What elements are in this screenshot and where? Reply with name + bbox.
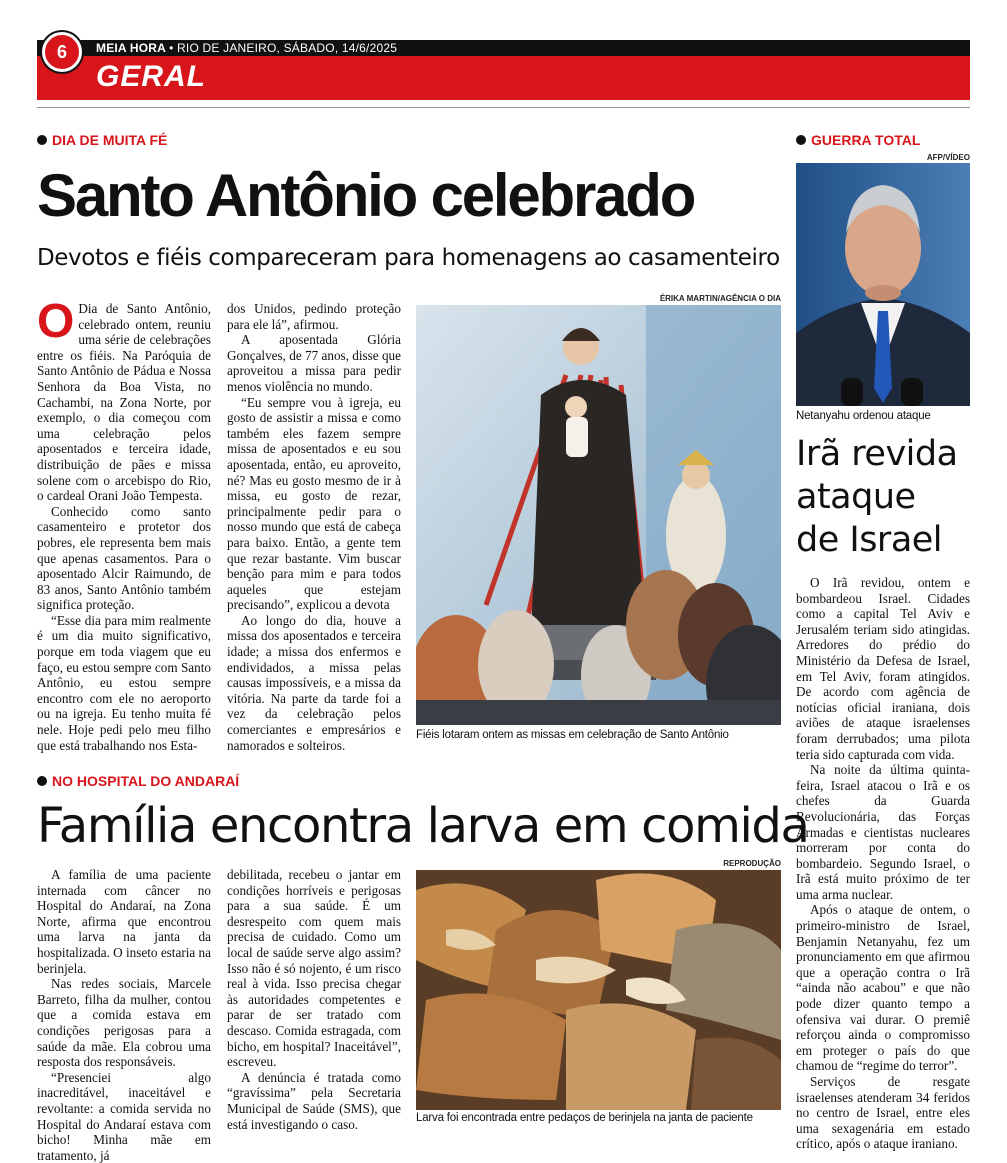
story3-body: O Irã revidou, ontem e bombardeou Israel. Cidades como a capital Tel Aviv e Jerusalém teriam sido atingidas. Arredores do prédio do Ministério da Defesa de Israel, em Tel Aviv, foram atingidos. De acordo com agência de notícias oficial iraniana, dois aviões de ataque israelenses foram derrubados; uma pilota teria sido capturada com vida. Na noite da última quinta-feira, Israel atacou o Irã e os chefes da Guarda Revolucionária, das Forças Armadas e cientistas nucleares morreram por conta do bombardeio. Segundo Israel, o Irã está muito próximo de ter uma arma nuclear. Após o ataque de ontem, o primeiro-ministro de Israel, Benjamin Netanyahu, fez um pronunciamento em que afirmou que a operação contra o Irã “ainda não acabou” e que não pode dizer quanto tempo a ofensiva vai durar. O premiê reforçou ainda o compromisso em proteger o país do que chamou de “regime do terror”. Serviços de resgate israelenses atenderam 34 feridos no centro de Israel, entre eles uma sexagenária em estado crítico, após o ataque iraniano. [796, 575, 970, 1152]
story1-photo-credit: ÉRIKA MARTIN/AGÊNCIA O DIA [659, 294, 781, 303]
page-number-badge: 6 [42, 32, 82, 72]
saint-anthony-photo [416, 305, 781, 725]
story1-column-1: O Dia de Santo Antônio, celebrado ontem, reuniu uma série de celebrações entre os fiéis. Na Paróquia de Santo Antônio de Pádua e Nossa Senhora da Boa Vista, no Cachambi, na Zona Norte, por exemplo, o dia começou com uma celebração pelos aposentados e terceira idade, distribuição de pães e missa solene com o arcebispo do Rio, o cardeal Orani João Tempesta. Conhecido como santo casamenteiro e protetor dos pobres, ele representa bem mais que apenas casamentos. Para o aposentado Alcir Raimundo, de 83 anos, Santo Antônio também significa proteção. “Esse dia para mim realmente é um dia muito significativo, porque em toda viagem que eu faço, eu estou sempre com Santo Antônio, eu estou sempre encontro com ele no aeroporto ou na igreja. Eu tenho muita fé nele. Hoje pedi pelo meu filho que está trabalhando nos Esta- [37, 295, 211, 753]
dateline: • RIO DE JANEIRO, SÁBADO, 14/6/2025 [169, 41, 398, 55]
story2-kicker: NO HOSPITAL DO ANDARAÍ [37, 773, 239, 789]
netanyahu-photo [796, 163, 970, 406]
publication-name: MEIA HORA [96, 41, 166, 55]
story3-photo-caption: Netanyahu ordenou ataque [796, 410, 931, 422]
story1-photo-caption: Fiéis lotaram ontem as missas em celebração de Santo Antônio [416, 729, 729, 741]
story3-headline: Irã revida ataque de Israel [796, 434, 958, 560]
header-rule [37, 107, 970, 108]
story2-column-1: A família de uma paciente internada com câncer no Hospital do Andaraí, na Zona Norte, afirma que encontrou uma larva na janta da hospitalizada. O inseto estaria na berinjela. Nas redes sociais, Marcele Barreto, filha da mulher, contou que a comida estava em condições perigosas para a saúde da mãe. Ela cobrou uma resposta dos responsáveis. “Presenciei algo inacreditável, inaceitável e revoltante: a comida servida no Hospital do Andaraí estava com bicho! Minha mãe em tratamento, já [37, 867, 211, 1163]
dropcap: O [37, 295, 75, 348]
story2-column-2: debilitada, recebeu o jantar em condições horríveis e perigosas para a sua saúde. É um desrespeito com quem mais precisa de cuidado. Como um local de saúde serve algo assim? Isso não é só nojento, é um risco real à vida. Isso precisa chegar às autoridades competentes e parar de ser tratado com descaso. Comida estragada, com bicho, em hospital? Inaceitável”, escreveu. A denúncia é tratada como “gravíssima” pela Secretaria Municipal de Saúde (SMS), que está investigando o caso. [227, 867, 401, 1132]
section-name: GERAL [96, 60, 206, 93]
story3-kicker: GUERRA TOTAL [796, 132, 920, 148]
story1-column-2: dos Unidos, pedindo proteção para ele lá”, afirmou. A aposentada Glória Gonçalves, de 77 anos, disse que aproveitou a missa para pedir menos violência no mundo. “Eu sempre vou à igreja, eu gosto de assistir a missa e como também eles fazem sempre missa de aposentados e eu sou aposentada, então, eu aproveito, né? Mas eu gosto mesmo de ir à missa, eu gosto de rezar, principalmente pedir para o nosso mundo que está de cabeça para baixo. Então, a gente tem que rezar bastante. Vim buscar benção para mim e para todos aqueles que estejam precisando”, explicou a devota Ao longo do dia, houve a missa dos aposentados e terceira idade; a missa dos enfermos e endividados, a missa pelas causas impossíveis, e a missa da vitória. Na parte da tarde foi a vez da celebração pelos comerciantes e empresários e namorados e solteiros. [227, 301, 401, 753]
story2-photo-caption: Larva foi encontrada entre pedaços de berinjela na janta de paciente [416, 1112, 753, 1124]
publication-line [96, 41, 397, 55]
eggplant-meal-photo [416, 870, 781, 1110]
story3-photo-credit: AFP/VÍDEO [926, 153, 970, 162]
story1-subhead: Devotos e fiéis compareceram para homenagens ao casamenteiro [37, 245, 780, 271]
story1-kicker: DIA DE MUITA FÉ [37, 132, 167, 148]
story2-headline: Família encontra larva em comida [37, 798, 809, 854]
story1-headline: Santo Antônio celebrado [37, 162, 695, 229]
story2-photo-credit: REPRODUÇÃO [723, 859, 781, 868]
